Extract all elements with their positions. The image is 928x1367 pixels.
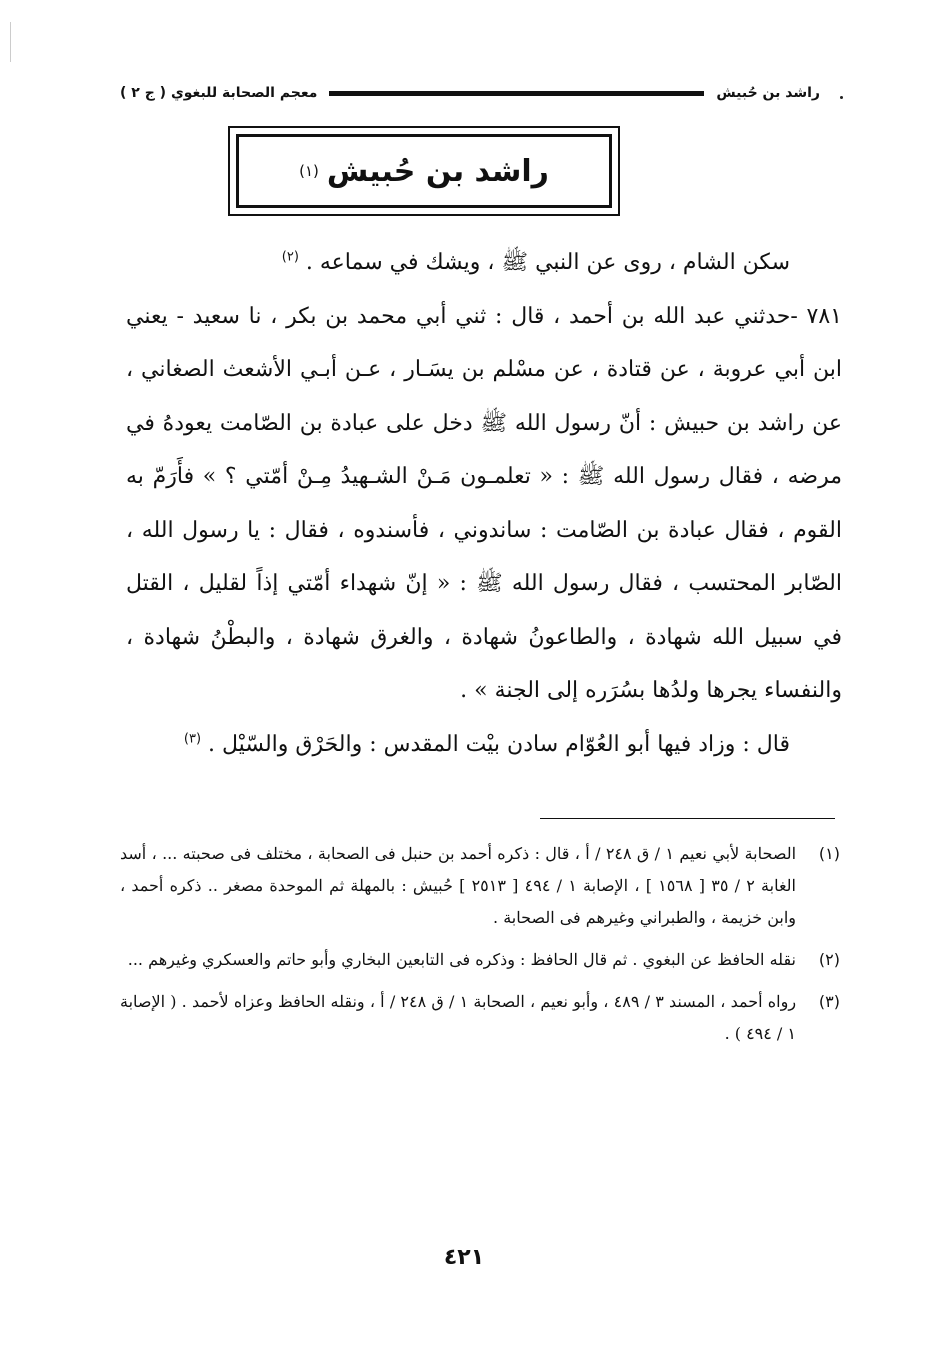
page-number: ٤٢١ [443,1245,485,1270]
entry-body [126,236,842,771]
footnote-number: (٣) [818,992,840,1011]
footnotes [120,838,840,1060]
hadith-781: ٧٨١ -حدثني عبد الله بن أحمد ، قال : ثني أبي محمد بن بكر ، نا سعيد - يعني ابن أبي عروبة ، عن قتادة ، عن مسْلم بن يسَـار ، عـن أبـي الأشعث الصغاني ، عن راشد بن حبيش : أنّ رسول الله ﷺ دخل على عبادة بن الصّامت يعودهُ في مرضه ، فقال رسول الله ﷺ : « تعلمـون مَـنْ الشـهيدُ مِـنْ أمّتي ؟ » فأَرَمّ به القوم ، فقال عبادة بن الصّامت : ساندوني ، فأسندوه ، فقال : يا رسول الله ، الصّابر المحتسب ، فقال رسول الله ﷺ : « إنّ شهداء أمّتي إذاً لقليل ، القتل في سبيل الله شهادة ، والطاعونُ شهادة ، والغرق شهادة ، والبطْنُ شهادة ، والنفساء يجرها ولدُها بسُرَره إلى الجنة » . [126,303,842,703]
entry-title-frame [228,126,620,216]
footnote-2 [120,944,840,976]
footnote-separator [540,818,835,819]
footnote-text: نقله الحافظ عن البغوي . ثم قال الحافظ : وذكره فى التابعين البخاري وأبو حاتم والعسكري وغيرهم ... [127,950,796,969]
running-header-rule [329,91,704,96]
scan-margin-mark [10,22,11,62]
footnote-number: (٢) [818,950,840,969]
closing-footnote-ref: (٣) [183,731,202,747]
footnote-number: (١) [818,844,840,863]
intro-footnote-ref: (٢) [281,249,299,265]
closing-line [126,718,842,772]
running-header-entry-name: راشد بن حُبيش [716,85,820,101]
entry-title-footnote-ref: (١) [299,162,319,180]
header-dot [840,96,843,99]
intro-line [126,236,842,290]
entry-title: راشد بن حُبيش [326,153,549,189]
closing-text: قال : وزاد فيها أبو العُوّام سادن بيْت المقدس : والحَرْق والسّيْل . [208,731,790,757]
intro-text: سكن الشام ، روى عن النبي ﷺ ، ويشك في سماعه . [305,250,790,275]
footnote-3 [120,986,840,1050]
running-header [120,78,820,108]
footnote-text: رواه أحمد ، المسند ٣ / ٤٨٩ ، وأبو نعيم ، الصحابة ١ / ق ٢٤٨ / أ ، ونقله الحافظ وعزاه لأحمد . ( الإصابة ١ / ٤٩٤ ) . [120,992,797,1043]
footnote-1 [120,838,840,934]
footnote-text: الصحابة لأبي نعيم ١ / ق ٢٤٨ / أ ، قال : ذكره أحمد بن حنبل فى الصحابة ، مختلف فى صحبته ... ، أسد الغابة ٢ / ٣٥ [ ١٥٦٨ ] ، الإصابة ١ / ٤٩٤ [ ٢٥١٣ ] حُبيش : بالمهلة ثم الموحدة مصغر .. ذكره أحمد ، وابن خزيمة ، والطبراني وغيرهم فى الصحابة . [120,844,797,927]
running-header-book-title: معجم الصحابة للبغوي ( ج ٢ ) [120,85,318,101]
entry-title-inner-frame [236,134,612,208]
